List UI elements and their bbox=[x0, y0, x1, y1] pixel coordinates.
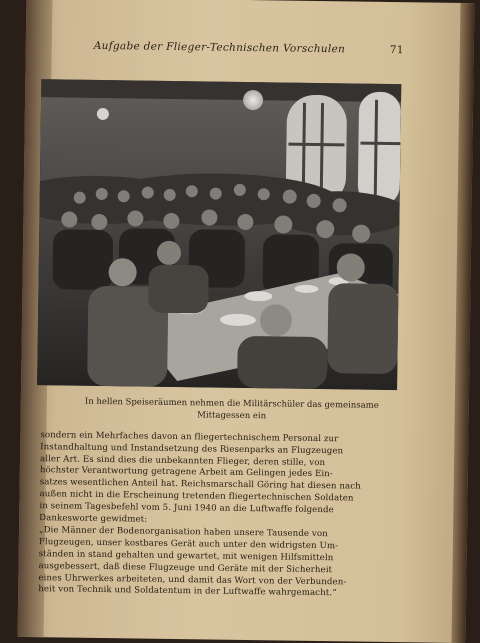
figure-caption bbox=[47, 395, 417, 424]
dining-hall-photo bbox=[37, 79, 401, 390]
quote-line: „Die Männer der Bodenorganisation haben unsere Tausende von bbox=[38, 525, 328, 540]
page-number: 71 bbox=[389, 43, 404, 57]
running-header bbox=[94, 40, 404, 56]
quote-line: Flugzeugen, unser kostbares Gerät auch unter den widrigsten Um- bbox=[38, 537, 339, 552]
body-text bbox=[38, 430, 420, 601]
body-line: Instandhaltung und Instandsetzung des Riesenparks an Flugzeugen bbox=[40, 441, 344, 457]
quote-paragraph bbox=[38, 526, 419, 602]
quote-line: ausgebessert, daß diese Flugzeuge und Geräte mit der Sicherheit bbox=[38, 560, 333, 575]
caption-line-2: Mittagessen ein bbox=[197, 410, 267, 422]
body-paragraph bbox=[39, 430, 420, 530]
body-line: höchster Verantwortung getragene Arbeit am Gelingen jedes Ein- bbox=[39, 465, 333, 480]
body-line: Dankesworte gewidmet: bbox=[39, 512, 148, 525]
body-line: außen nicht in die Erscheinung tretenden fliegertechnischen Soldaten bbox=[39, 489, 354, 504]
quote-line: eines Uhrwerkes arbeiteten, und damit das Wort von der Verbunden- bbox=[38, 572, 347, 587]
body-line: in seinem Tagesbefehl vom 5. Juni 1940 an die Luftwaffe folgende bbox=[39, 500, 334, 516]
photo-illustration bbox=[37, 79, 401, 390]
page-edge bbox=[452, 3, 475, 643]
body-line: aller Art. Es sind dies die unbekannten Flieger, deren stille, von bbox=[39, 453, 326, 468]
quote-line: heit von Technik und Soldatentum in der Luftwaffe wahrgemacht.“ bbox=[38, 584, 337, 599]
book-page bbox=[18, 0, 475, 643]
body-line: sondern ein Mehrfaches davon an fliegertechnischem Personal zur bbox=[40, 430, 339, 445]
body-line: satzes wesentlichen Anteil hat. Reichsmarschall Göring hat diesen nach bbox=[39, 477, 361, 492]
quote-line: ständen in stand gehalten und gewartet, mit wenigen Hilfsmitteln bbox=[38, 549, 334, 564]
caption-line-1: In hellen Speiseräumen nehmen die Militärschüler das gemeinsame bbox=[84, 396, 379, 411]
running-header-title: Aufgabe der Flieger-Technischen Vorschulen bbox=[93, 39, 346, 56]
